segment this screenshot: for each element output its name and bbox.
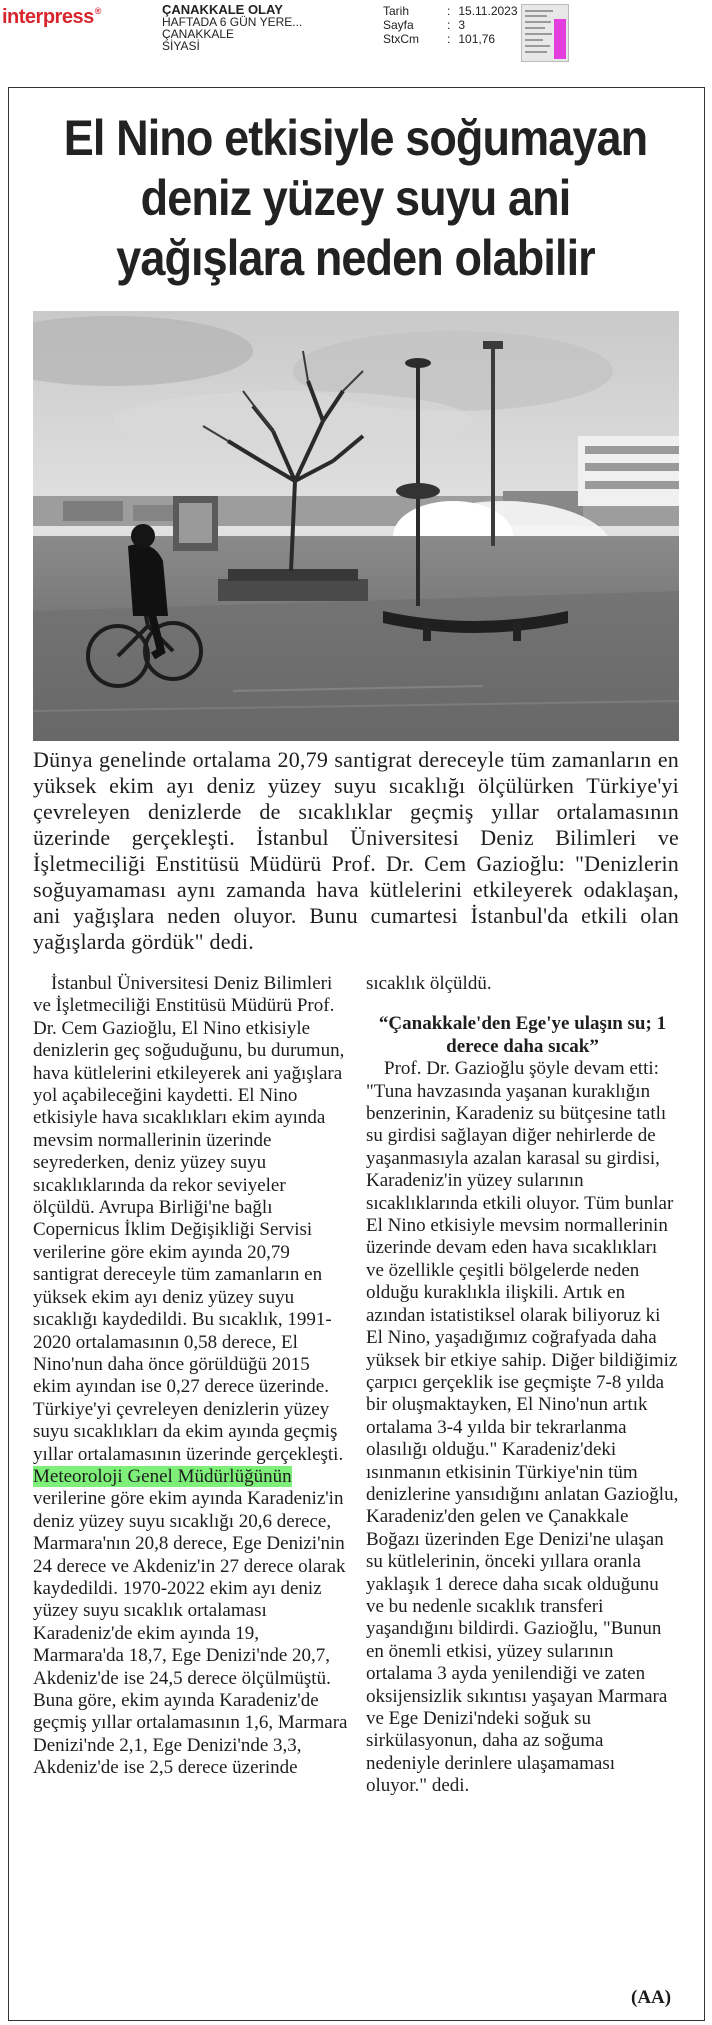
article-position-marker [554, 19, 566, 59]
article-subheading: “Çanakkale'den Ege'ye ulaşın su; 1 derece daha sıcak” [378, 1013, 667, 1057]
article-column-right [366, 973, 679, 1798]
column-right-continuation: sıcaklık ölçüldü. [366, 973, 492, 994]
article-column-left [33, 973, 351, 1780]
meta-size-row: StxCm : 101,76 [383, 32, 496, 46]
column-right-text: Prof. Dr. Gazioğlu şöyle devam etti: "Tuna havzasında yaşanan kuraklığın benzerinin, Karadeniz su bütçesine tatlı su girdisi sağlayan diğer nehirlerde de yaşanmasıyla azalan karasal su girdisi, Karadeniz'in yüzey sularının sıcaklıklarında etkili oluyor. Tüm bunlar El Nino etkisiyle mevsim normallerinin üzerinde devam eden hava sıcaklıkları ve özellikle çeşitli bölgelerde neden olduğu kuraklıkla ilişkili. Artık en azından istatistiksel olarak biliyoruz ki El Nino, yaşadığımız coğrafyada daha yüksek bir etkiye sahip. Diğer bildiğimiz çarpıcı gerçeklik ise geçmişte 7-8 yılda bir oluşmaktayken, El Nino'nun artık ortalama 3-4 yılda bir tekrarlanma olasılığı olduğu." Karadeniz'deki ısınmanın etkisinin Türkiye'nin tüm denizlerine yansıdığını anlatan Gazioğlu, Karadeniz'den gelen ve Çanakkale Boğazı üzerinden Ege Denizi'ne ulaşan su kütlelerinin, önceki yıllara oranla yaklaşık 1 derece daha sıcak olduğunu ve bu nedenle sıcaklık transferi yaşandığını bildirdi. Gazioğlu, "Bunun en önemli etkisi, yüzey sularının ortalama 3 ayda yenilendiği ve zaten oksijensizlik sıkıntısı yaşayan Marmara ve Ege Denizi'ndeki soğuk su sirkülasyonun, daha az soğuma nedeniyle derinlere ulaşamaması oluyor." dedi. [366, 1058, 679, 1797]
meta-date-row: Tarih : 15.11.2023 [383, 4, 518, 18]
article-photo [33, 311, 679, 741]
column-left-text-continued: verilerine göre ekim ayında Karadeniz'in deniz yüzey suyu sıcaklığı 20,6 derece, Marmara'nın 20,8 derece, Ege Denizi'nin 24 derece ve Akdeniz'in 27 derece olarak kaydedildi. 1970-2022 ekim ayı deniz yüzey suyu sıcaklık ortalaması Karadeniz'de ekim ayında 19, Marmara'da 18,7, Ege Denizi'nde 20,7, Akdeniz'de ise 24,5 derece ölçülmüştü. Buna göre, ekim ayında Karadeniz'de geçmiş yıllar ortalamasının 1,6, Marmara Denizi'nde 2,1, Ege Denizi'nde 3,3, Akdeniz'de ise 2,5 derece üzerinde [33, 1488, 348, 1779]
interpress-logo: interpress® [2, 6, 101, 28]
article-lead: Dünya genelinde ortalama 20,79 santigrat dereceyle tüm zamanların en yüksek ekim ayı deniz yüzey suyu sıcaklığı ölçülürken Türkiye'yi çevreleyen denizlerde de sıcaklıklar geçmiş yıllar ortalamasının üzerinde gerçekleşti. İstanbul Üniversitesi Deniz Bilimleri ve İşletmeciliği Enstitüsü Müdürü Prof. Dr. Cem Gazioğlu: "Denizlerin soğuyamaması aynı zamanda hava kütlelerini etkileyerek odaklaşan, ani yağışlara neden oluyor. Bunu cumartesi İstanbul'da etkili olan yağışlarda gördük" dedi. [33, 747, 679, 954]
column-left-text: İstanbul Üniversitesi Deniz Bilimleri ve İşletmeciliği Enstitüsü Müdürü Prof. Dr. Cem Gazioğlu, El Nino etkisiyle denizlerin geç soğuduğunu, bu durumun, hava kütlelerini etkileyerek ani yağışlara yol açabileceğini kaydetti. El Nino etkisiyle hava sıcaklıkları ekim ayında mevsim normallerinin üzerinde seyrederken, deniz yüzey suyu sıcaklıklarında da rekor seviyeler ölçüldü. Avrupa Birliği'ne bağlı Copernicus İklim Değişikliği Servisi verilerine göre ekim ayında 20,79 santigrat dereceyle tüm zamanların en yüksek ekim ayı deniz yüzey suyu sıcaklığı kaydedildi. Bu sıcaklık, 1991-2020 ortalamasının 0,58 derece, El Nino'nun daha önce görüldüğü 2015 ekim ayından ise 0,27 derece üzerinde. Türkiye'yi çevreleyen denizlerin yüzey suyu sıcaklıkları da ekim ayında geçmiş yıllar ortalamasının üzerinde gerçekleşti. [33, 973, 345, 1465]
publication-frequency: HAFTADA 6 GÜN YERE... [162, 15, 303, 29]
highlighted-keyword: Meteoroloji Genel Müdürlüğünün [33, 1465, 292, 1487]
publication-category: SİYASİ [162, 39, 200, 53]
clipping-meta [383, 4, 518, 46]
meta-page-row: Sayfa : 3 [383, 18, 466, 32]
publication-name: ÇANAKKALE OLAY [162, 2, 283, 17]
source-signature: (AA) [631, 1987, 672, 2008]
publication-info [162, 4, 302, 52]
page-thumbnail[interactable] [521, 4, 569, 62]
clipping-header [0, 0, 712, 70]
publication-region: ÇANAKKALE [162, 27, 235, 41]
article-headline: El Nino etkisiyle soğumayan deniz yüzey suyu ani yağışlara neden olabilir [63, 110, 648, 286]
